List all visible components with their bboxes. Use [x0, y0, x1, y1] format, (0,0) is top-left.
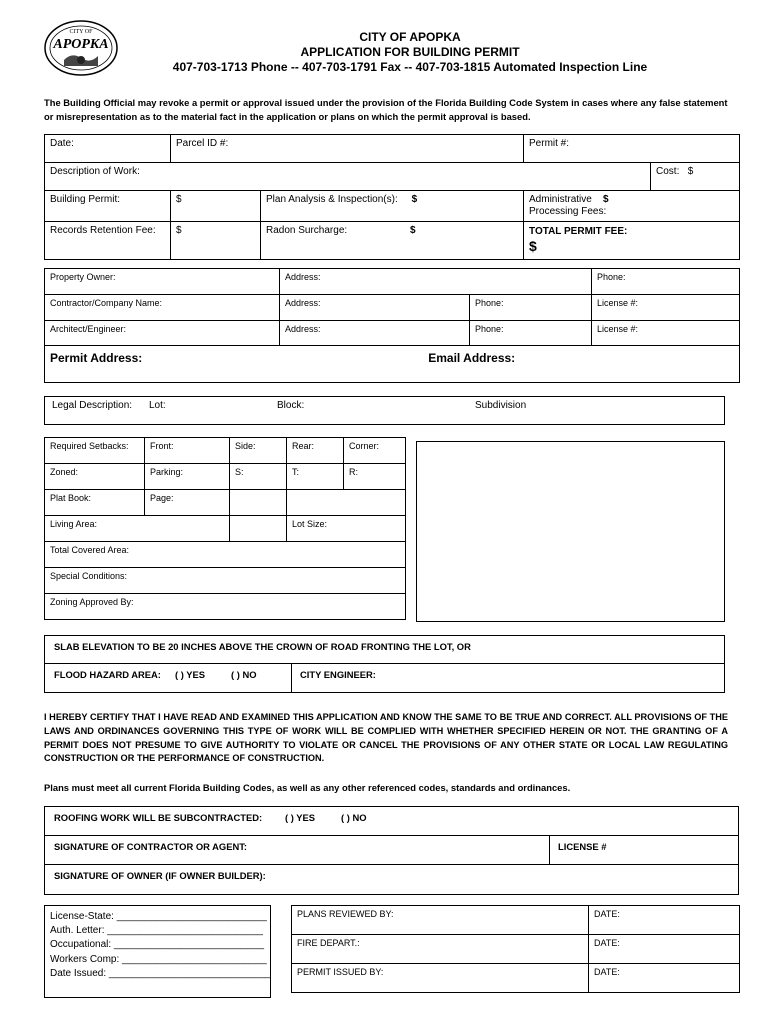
- svg-text:APOPKA: APOPKA: [53, 37, 109, 52]
- roofing-yes-checkbox[interactable]: ( ) YES: [285, 812, 316, 823]
- certification-text: I HEREBY CERTIFY THAT I HAVE READ AND EXAMINED THIS APPLICATION AND KNOW THE SAME TO BE TRUE AND CORRECT. ALL PROVISIONS OF THE LAWS AND ORDINANCES GOVERNING THIS TYPE OF WORK WILL BE COMPLIED WITH WHETHER SPECIFIED HEREIN OR NOT. THE GRANTING OF A PERMIT DOES NOT PRESUME TO GIVE AUTHORITY TO VIOLATE OR CANCEL THE PROVISIONS OF ANY OTHER STATE OR LOCAL LAW REGULATING CONSTRUCTION OR THE PERFORMANCE OF CONSTRUCTION.: [44, 712, 728, 764]
- architect-field[interactable]: Architect/Engineer:: [45, 321, 280, 346]
- parties-table: [44, 268, 740, 383]
- corner-field[interactable]: Corner:: [344, 438, 406, 464]
- living-area-field[interactable]: Living Area:: [45, 516, 230, 542]
- slab-elevation-row: SLAB ELEVATION TO BE 20 INCHES ABOVE THE CROWN OF ROAD FRONTING THE LOT, OR: [44, 635, 725, 664]
- t-field[interactable]: T:: [287, 464, 344, 490]
- rear-field[interactable]: Rear:: [287, 438, 344, 464]
- contractor-signature-field[interactable]: SIGNATURE OF CONTRACTOR OR AGENT:: [44, 835, 550, 865]
- front-field[interactable]: Front:: [145, 438, 230, 464]
- total-covered-field[interactable]: Total Covered Area:: [45, 542, 406, 568]
- approvals-table: [291, 905, 740, 993]
- contact-line: 407-703-1713 Phone -- 407-703-1791 Fax -- 407-703-1815 Automated Inspection Line: [172, 60, 648, 74]
- description-field[interactable]: Description of Work:: [45, 163, 651, 191]
- legal-description-row[interactable]: Legal Description: Lot: Block: Subdivision: [44, 396, 725, 425]
- plans-reviewed-field[interactable]: PLANS REVIEWED BY:: [292, 906, 589, 935]
- total-fee-field[interactable]: TOTAL PERMIT FEE: $: [524, 222, 740, 260]
- parking-field[interactable]: Parking:: [145, 464, 230, 490]
- roofing-no-checkbox[interactable]: ( ) NO: [341, 812, 367, 823]
- architect-phone-field[interactable]: Phone:: [470, 321, 592, 346]
- permit-address-label: Permit Address:: [50, 351, 143, 365]
- flood-no-checkbox[interactable]: ( ) NO: [231, 669, 257, 680]
- workers-comp-line[interactable]: Workers Comp: __________________________: [50, 953, 267, 965]
- revocation-notice: The Building Official may revoke a permit or approval issued under the provision of the Florida Building Code System in cases where any false statement or misrepresentation as to the material fact in the application or plans on which the permit approval is based.: [44, 97, 728, 122]
- required-setbacks-label: Required Setbacks:: [45, 438, 145, 464]
- license-number-field[interactable]: LICENSE #: [549, 835, 739, 865]
- parcel-id-field[interactable]: Parcel ID #:: [171, 135, 524, 163]
- plans-reviewed-date[interactable]: DATE:: [589, 906, 740, 935]
- property-owner-field[interactable]: Property Owner:: [45, 269, 280, 295]
- permit-issued-date[interactable]: DATE:: [589, 964, 740, 993]
- form-title: APPLICATION FOR BUILDING PERMIT: [300, 45, 520, 59]
- permit-fee-table: [44, 134, 740, 260]
- side-field[interactable]: Side:: [230, 438, 287, 464]
- owner-address-field[interactable]: Address:: [280, 269, 592, 295]
- occupational-line[interactable]: Occupational: ___________________________: [50, 939, 265, 951]
- cost-field[interactable]: Cost: $: [651, 163, 740, 191]
- building-permit-label: Building Permit:: [45, 191, 171, 222]
- architect-license-field[interactable]: License #:: [592, 321, 740, 346]
- records-fee-field[interactable]: $: [171, 222, 261, 260]
- plat-book-field[interactable]: Plat Book:: [45, 490, 145, 516]
- records-fee-label: Records Retention Fee:: [45, 222, 171, 260]
- auth-letter-line[interactable]: Auth. Letter: ____________________________: [50, 925, 263, 937]
- page-field[interactable]: Page:: [145, 490, 230, 516]
- plot-plan-box[interactable]: [416, 441, 725, 622]
- contractor-address-field[interactable]: Address:: [280, 295, 470, 321]
- owner-phone-field[interactable]: Phone:: [592, 269, 740, 295]
- city-title: CITY OF APOPKA: [359, 30, 461, 44]
- fire-depart-field[interactable]: FIRE DEPART.:: [292, 935, 589, 964]
- special-conditions-field[interactable]: Special Conditions:: [45, 568, 406, 594]
- city-engineer-field[interactable]: CITY ENGINEER:: [291, 663, 725, 693]
- r-field[interactable]: R:: [344, 464, 406, 490]
- zoned-field[interactable]: Zoned:: [45, 464, 145, 490]
- flood-hazard-row[interactable]: FLOOD HAZARD AREA: ( ) YES ( ) NO: [44, 663, 292, 693]
- zoning-approved-field[interactable]: Zoning Approved By:: [45, 594, 406, 620]
- admin-fee-field[interactable]: Administrative $ Processing Fees:: [524, 191, 740, 222]
- permit-number-field[interactable]: Permit #:: [524, 135, 740, 163]
- codes-note: Plans must meet all current Florida Building Codes, as well as any other referenced codes, standards and ordinances.: [44, 782, 571, 793]
- email-address-label: Email Address:: [428, 351, 516, 365]
- owner-signature-field[interactable]: SIGNATURE OF OWNER (IF OWNER BUILDER):: [44, 864, 739, 895]
- license-state-line[interactable]: License-State: ___________________________: [50, 911, 267, 922]
- building-permit-field[interactable]: $: [171, 191, 261, 222]
- date-field[interactable]: Date:: [45, 135, 171, 163]
- architect-address-field[interactable]: Address:: [280, 321, 470, 346]
- plan-analysis-field[interactable]: Plan Analysis & Inspection(s): $: [261, 191, 524, 222]
- lot-size-field[interactable]: Lot Size:: [287, 516, 406, 542]
- date-issued-line[interactable]: Date Issued: _____________________________: [50, 967, 271, 979]
- setbacks-table: [44, 437, 406, 620]
- permit-address-row[interactable]: [45, 346, 740, 383]
- office-checklist: [44, 905, 271, 998]
- svg-text:CITY OF: CITY OF: [69, 29, 93, 35]
- permit-issued-field[interactable]: PERMIT ISSUED BY:: [292, 964, 589, 993]
- roofing-row[interactable]: ROOFING WORK WILL BE SUBCONTRACTED: ( ) YES ( ) NO: [44, 806, 739, 836]
- contractor-name-field[interactable]: Contractor/Company Name:: [45, 295, 280, 321]
- fire-depart-date[interactable]: DATE:: [589, 935, 740, 964]
- contractor-license-field[interactable]: License #:: [592, 295, 740, 321]
- contractor-phone-field[interactable]: Phone:: [470, 295, 592, 321]
- city-seal-logo: [44, 20, 118, 76]
- flood-yes-checkbox[interactable]: ( ) YES: [175, 669, 206, 680]
- s-field[interactable]: S:: [230, 464, 287, 490]
- radon-field[interactable]: Radon Surcharge: $: [261, 222, 524, 260]
